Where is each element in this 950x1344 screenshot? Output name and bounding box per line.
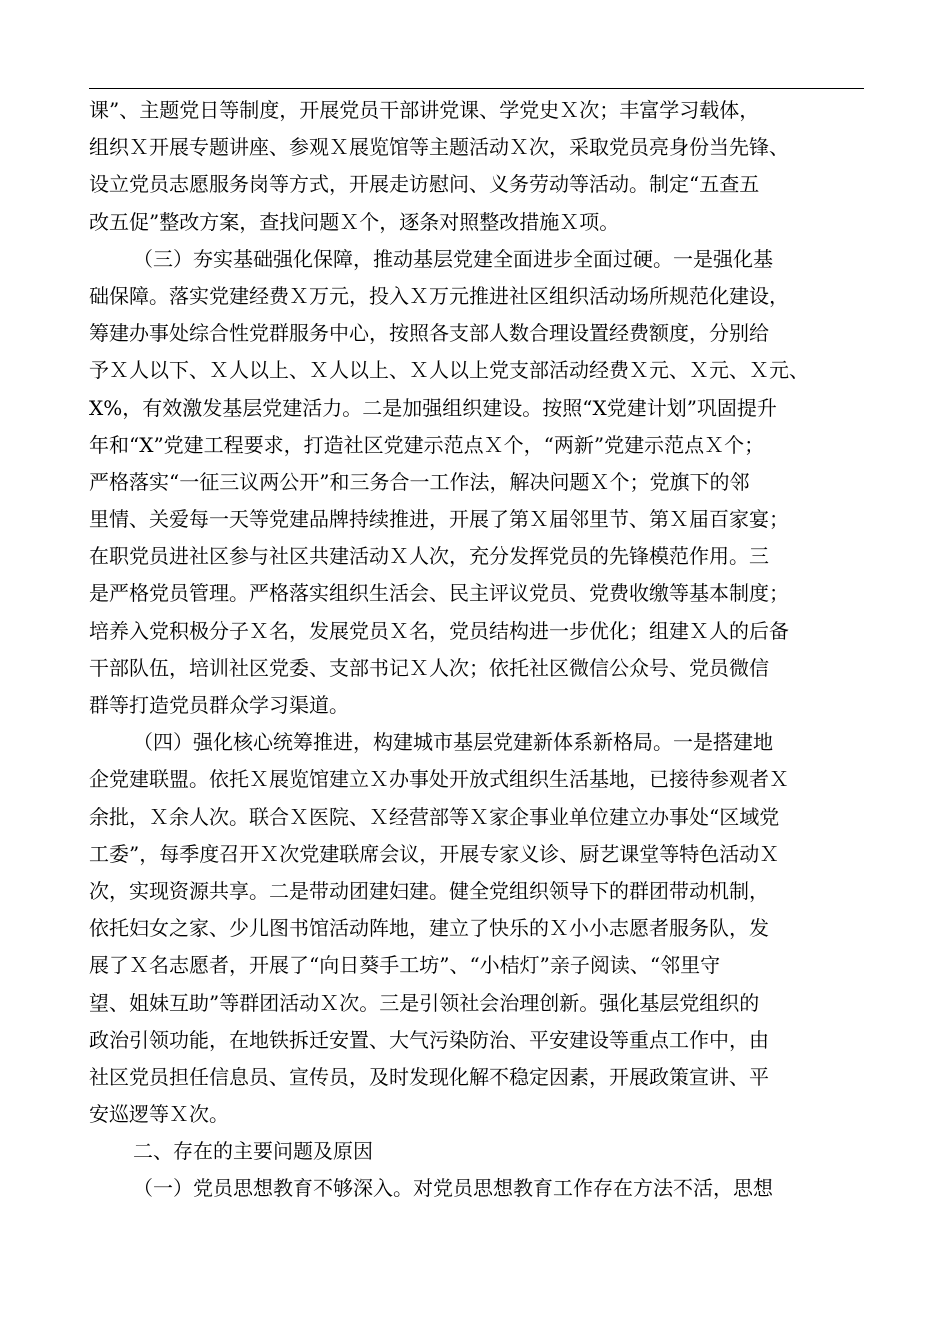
text-line: 础保障。落实党建经费Ｘ万元，投入Ｘ万元推进社区组织活动场所规范化建设， (89, 283, 789, 308)
text-line: 工委”，每季度召开Ｘ次党建联席会议，开展专家义诊、厨艺课堂等特色活动Ｘ (89, 841, 780, 866)
header-rule (89, 88, 864, 89)
text-line: （四）强化核心统筹推进，构建城市基层党建新体系新格局。一是搭建地 (133, 730, 773, 755)
text-line: 安巡逻等Ｘ次。 (89, 1102, 229, 1127)
text-line: 筹建办事处综合性党群服务中心，按照各支部人数合理设置经费额度，分别给 (89, 321, 769, 346)
text-line: 年和“X”党建工程要求，打造社区党建示范点Ｘ个，“两新”党建示范点Ｘ个； (89, 432, 765, 457)
text-line: 二、存在的主要问题及原因 (133, 1139, 373, 1164)
text-line: 是严格党员管理。严格落实组织生活会、民主评议党员、党费收缴等基本制度； (89, 581, 789, 606)
text-line: （一）党员思想教育不够深入。对党员思想教育工作存在方法不活，思想 (133, 1176, 773, 1201)
text-line: 社区党员担任信息员、宣传员，及时发现化解不稳定因素，开展政策宣讲、平 (89, 1064, 769, 1089)
text-line: 设立党员志愿服务岗等方式，开展走访慰问、义务劳动等活动。制定“五查五 (89, 172, 760, 197)
text-line: 余批，Ｘ余人次。联合Ｘ医院、Ｘ经营部等Ｘ家企事业单位建立办事处“区域党 (89, 804, 780, 829)
text-line: 依托妇女之家、少儿图书馆活动阵地，建立了快乐的Ｘ小小志愿者服务队，发 (89, 916, 769, 941)
text-line: 群等打造党员群众学习渠道。 (89, 693, 349, 717)
text-line: （三）夯实基础强化保障，推动基层党建全面进步全面过硬。一是强化基 (133, 246, 773, 271)
text-line: 予Ｘ人以下、Ｘ人以上、Ｘ人以上、Ｘ人以上党支部活动经费Ｘ元、Ｘ元、Ｘ元、 (89, 358, 809, 383)
text-line: 企党建联盟。依托Ｘ展览馆建立Ｘ办事处开放式组织生活基地，已接待参观者Ｘ (89, 767, 789, 792)
text-line: 课”、主题党日等制度，开展党员干部讲党课、学党史Ｘ次；丰富学习载体， (89, 98, 760, 122)
text-line: 严格落实“一征三议两公开”和三务合一工作法，解决问题Ｘ个；党旗下的邻 (89, 469, 750, 494)
text-line: 望、姐妹互助”等群团活动Ｘ次。三是引领社会治理创新。强化基层党组织的 (89, 990, 760, 1015)
text-line: 政治引领功能，在地铁拆迁安置、大气污染防治、平安建设等重点工作中，由 (89, 1027, 769, 1052)
document-body (89, 92, 879, 1208)
text-line: 在职党员进社区参与社区共建活动Ｘ人次，充分发挥党员的先锋模范作用。三 (89, 544, 769, 569)
text-line: 展了Ｘ名志愿者，开展了“向日葵手工坊”、“小桔灯”亲子阅读、“邻里守 (89, 953, 721, 978)
text-line: 培养入党积极分子Ｘ名，发展党员Ｘ名，党员结构进一步优化；组建Ｘ人的后备 (89, 618, 789, 643)
text-line: X%，有效激发基层党建活力。二是加强组织建设。按照“X党建计划”巩固提升 (89, 395, 777, 420)
text-line: 里情、关爱每一天等党建品牌持续推进，开展了第Ｘ届邻里节、第Ｘ届百家宴； (89, 507, 789, 532)
text-line: 次，实现资源共享。二是带动团建妇建。健全党组织领导下的群团带动机制， (89, 878, 769, 903)
text-line: 组织Ｘ开展专题讲座、参观Ｘ展览馆等主题活动Ｘ次，采取党员亮身份当先锋、 (89, 135, 789, 160)
text-line: 改五促”整改方案，查找问题Ｘ个，逐条对照整改措施Ｘ项。 (89, 209, 620, 234)
text-line: 干部队伍，培训社区党委、支部书记Ｘ人次；依托社区微信公众号、党员微信 (89, 655, 769, 680)
